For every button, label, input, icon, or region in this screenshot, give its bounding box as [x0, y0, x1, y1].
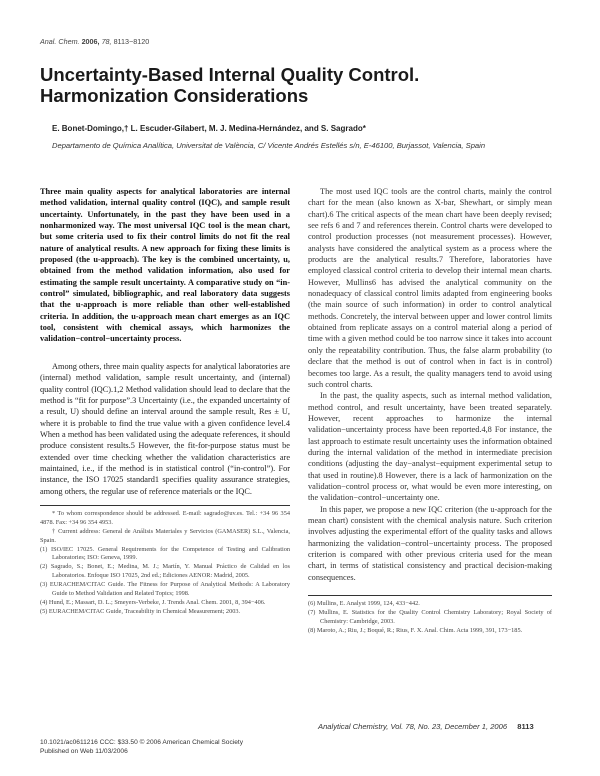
reference-3: (3) EURACHEM/CITAC Guide. The Fitness for Purpose of Analytical Methods: A Laboratory Guide to Method Validation and Related Topics; 1998. [40, 581, 290, 598]
left-column [40, 186, 290, 617]
reference-2: (2) Sagrado, S.; Bonet, E.; Medina, M. J.; Martín, Y. Manual Práctico de Calidad en los Laboratorios. Enfoque ISO 17025, 2nd ed.; Ediciones AENOR: Madrid, 2005. [40, 563, 290, 580]
footnotes-right [308, 600, 552, 636]
title-line-2: Harmonization Considerations [40, 85, 309, 106]
right-column [308, 186, 552, 636]
footer-citation: Analytical Chemistry, Vol. 78, No. 23, December 1, 2006 [318, 722, 508, 731]
reference-7: (7) Mullins, E. Statistics for the Quality Control Chemistry Laboratory; Royal Society of Chemistry: Cambridge, 2003. [308, 608, 552, 625]
title-line-1: Uncertainty-Based Internal Quality Control. [40, 64, 420, 85]
reference-5: (5) EURACHEM/CITAC Guide, Traceability in Chemical Measurement; 2003. [40, 607, 241, 615]
abstract: Three main quality aspects for analytical laboratories are internal method validation, internal quality control (IQC), and sample result uncertainty. Unfortunately, in the past they have been used in a nonharmonized way. The most universal IQC tool is the mean chart, but some criteria used to fix their control limits do not fit the real nature of analytical results. A new approach for fixing these limits is proposed (the u-approach). The key is the combined uncertainty, u, obtained from the method validation information, also used for estimating the sample result uncertainty. A comparative study on “in-control” simulated, bibliographic, and real laboratory data suggests that the u-approach is more reliable than other well-established criteria. In addition, the u-approach mean chart emerges as an IQC tool, consistent with chemical assays, which harmonizes the validation−control−uncertainty process. [40, 187, 290, 344]
reference-6: (6) Mullins, E. Analyst 1999, 124, 433−442. [308, 600, 420, 608]
doi-block [40, 738, 243, 756]
affiliation: Departamento de Química Analítica, Universitat de València, C/ Vicente Andrés Estellés s/n, E-46100, Burjassot, Valencia, Spain [52, 141, 486, 150]
body-paragraph-4: In this paper, we propose a new IQC criterion (the u-approach for the mean chart) consistent with the chemical analysis nature. Such criterion involves adjusting the experimental effort of the quality tasks and allows harmonizing the validation−control−uncertainty process. The proposed criterion is compared with other previous criteria used for the mean chart, in terms of statistical consistency and practical decision-making consequences. [308, 504, 552, 582]
authors: E. Bonet-Domingo,† L. Escuder-Gilabert, M. J. Medina-Hernández, and S. Sagrado* [52, 124, 366, 133]
reference-1: (1) ISO/IEC 17025. General Requirements for the Competence of Testing and Calibration Laboratories; ISO: Geneva, 1999. [40, 545, 290, 562]
journal-citation-header [40, 37, 149, 46]
page-footer [318, 722, 534, 731]
doi-line: 10.1021/ac0611216 CCC: $33.50 © 2006 American Chemical Society [40, 739, 244, 746]
page-number: 8113 [517, 722, 534, 731]
footnote-divider [40, 505, 290, 506]
journal-volume: 78, [101, 37, 112, 46]
footnote-divider-right [308, 595, 552, 596]
article-title [40, 64, 560, 106]
footnote-correspondence: * To whom correspondence should be addressed. E-mail: sagrado@uv.es. Tel.: +34 96 354 4878. Fax: +34 96 354 4953. [40, 509, 290, 526]
published-line: Published on Web 11/03/2006 [40, 748, 128, 755]
footnotes-left [40, 510, 290, 617]
reference-8: (8) Maroto, A.; Riu, J.; Boqué, R.; Rius, F. X. Anal. Chim. Acta 1999, 391, 173−185. [308, 626, 523, 634]
body-paragraph-2: The most used IQC tools are the control charts, mainly the control chart for the mean (also known as X-bar, Shewhart, or simply mean chart).6 The critical aspects of the mean chart have been deeply revised; see refs 6 and 7 and references therein. Control charts were developed to control production processes (not measurement processes). However, analysts have considered the analytical system as a process where the products are the analytical results.7 Therefore, laboratories have employed classical control criteria to develop their internal mean charts. However, Mullins6 has advised the analytical community on the nonadequacy of classical control limits adapted from engineering books (the main source of such information) in order to control analytical methods. Concretely, the interval between upper and lower control limits obtained from replicate assays on a control material along a period of time with a given method could be too narrow since it takes into account only the repeatability contribution. Thus, the false alarm probability (to declare that the method is out of control when in fact is in control) becomes too large. As a result, the quality managers tend to avoid using such control charts. [308, 187, 552, 389]
body-paragraph-3: In the past, the quality aspects, such as internal method validation, method control, and result uncertainty, have been treated separately. However, recent approaches to harmonize the internal validation−uncertainty process have been reported.4,8 For instance, the last approach to estimate result uncertainty uses the information obtained during the internal validation of the method in intermediate precision conditions (adjusting the day−analyst−equipment experimental setup to that used in routine).8 However, there is a lack of harmonization on the validation−control process or, what would be even more interesting, on the validation−control−uncertainty one. [308, 391, 552, 503]
journal-pages: 8113−8120 [113, 37, 150, 46]
journal-year: 2006, [81, 37, 100, 46]
reference-4: (4) Hund, E.; Massart, D. L.; Smeyers-Verbeke, J. Trends Anal. Chem. 2001, 8, 394−406. [40, 599, 266, 606]
journal-abbr: Anal. Chem. [40, 37, 80, 46]
footnote-current-address: † Current address: General de Análisis Materiales y Servicios (GAMASER) S.L., Valencia, Spain. [40, 527, 290, 544]
body-paragraph-1: Among others, three main quality aspects for analytical laboratories are (internal) method validation, sample result uncertainty, and (internal) quality control (IQC).1,2 Method validation should lead to declare that the method is “fit for purpose”.3 Uncertainty (i.e., the expanded uncertainty of a result, U) should define an interval around the sample result, Res ± U, where it is probable to find the true value with a given confidence level.4 When a method has been validated using the adequate references, it should produce consistent results.5 However, the fit-for-purpose status must be extended over time checking whether the validation characteristics are maintained, i.e., if the method is in statistical control (“in-control”). For instance, the ISO 17025 standard1 specifies quality assurance strategies, among others, the regular use of reference materials or the IQC. [40, 361, 290, 496]
